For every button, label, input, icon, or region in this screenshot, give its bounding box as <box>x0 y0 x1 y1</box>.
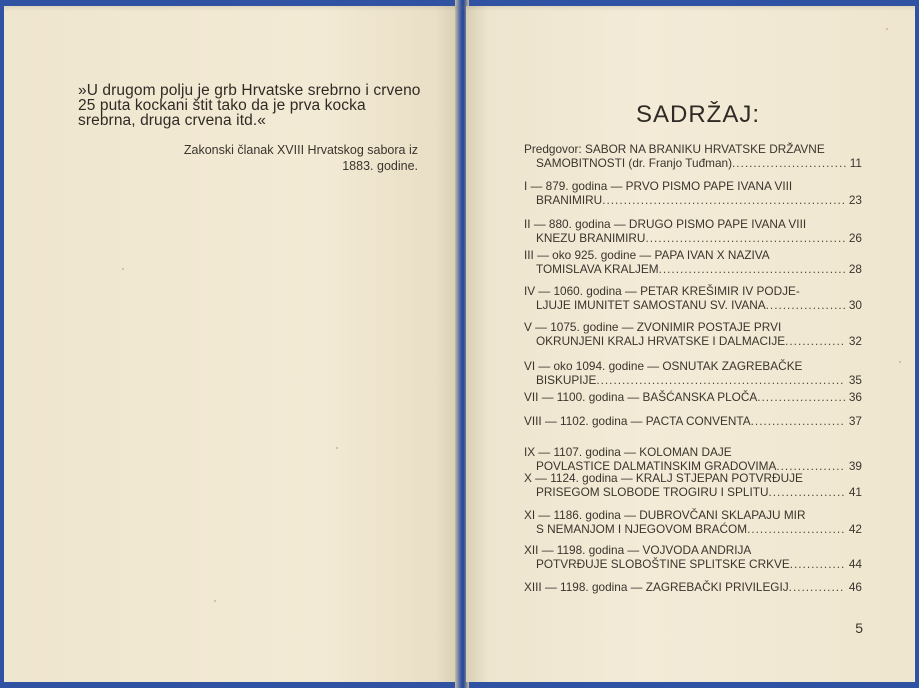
toc-entry <box>524 471 862 499</box>
dot-leader: ....................... <box>747 522 846 536</box>
toc-entry-text: IX — 1107. godina — KOLOMAN DAJE <box>524 445 732 459</box>
toc-entry-line <box>524 471 862 485</box>
toc-page-ref: 11 <box>849 156 862 170</box>
toc-entry-text: XIII — 1198. godina — ZAGREBAČKI PRIVILEGIJ <box>524 580 789 594</box>
heraldry-quote: »U drugom polju je grb Hrvatske srebrno i crveno 25 puta kockani štit tako da je prva kocka srebrna, druga crvena itd.« <box>78 82 421 129</box>
toc-page-ref: 42 <box>848 522 862 536</box>
toc-entry <box>524 179 862 207</box>
toc-entry-line <box>524 298 862 312</box>
toc-entry-line <box>524 320 862 334</box>
toc-page-ref: 37 <box>848 414 862 428</box>
toc-page-ref: 30 <box>848 298 862 312</box>
toc-entry <box>524 320 862 348</box>
toc-entry-line <box>524 414 862 428</box>
toc-entry-line <box>524 359 862 373</box>
dot-leader: .......................................................... <box>596 373 845 387</box>
dot-leader: ............................................ <box>658 262 847 276</box>
toc-entry-text: IV — 1060. godina — PETAR KREŠIMIR IV PODJE- <box>524 284 800 298</box>
paper-speck <box>214 600 216 602</box>
toc-entry-line <box>524 445 862 459</box>
toc-entry-line <box>524 231 862 245</box>
toc-entry-text: XII — 1198. godina — VOJVODA ANDRIJA <box>524 543 752 557</box>
toc-page-ref: 36 <box>848 390 862 404</box>
toc-entry-text: POVLASTICE DALMATINSKIM GRADOVIMA <box>536 459 777 473</box>
toc-entry <box>524 543 862 571</box>
toc-entry-line <box>524 508 862 522</box>
toc-entry-text: KNEZU BRANIMIRU <box>536 231 646 245</box>
toc-page-ref: 39 <box>848 459 862 473</box>
toc-page-ref: 35 <box>848 373 862 387</box>
toc-entry <box>524 142 862 170</box>
dot-leader: .................. <box>768 485 846 499</box>
quote-source: Zakonski članak XVIII Hrvatskog sabora iz 1883. godine. <box>183 143 418 173</box>
dot-leader: ......................................................... <box>602 193 847 207</box>
toc-entry-text: III — oko 925. godine — PAPA IVAN X NAZIVA <box>524 248 770 262</box>
dot-leader: ...................... <box>750 414 845 428</box>
toc-entry-text: OKRUNJENI KRALJ HRVATSKE I DALMACIJE <box>536 334 786 348</box>
toc-entry-text: S NEMANJOM I NJEGOVOM BRAĆOM <box>536 522 748 536</box>
toc-entry <box>524 508 862 536</box>
dot-leader: ............................................... <box>645 231 847 245</box>
paper-speck <box>122 268 124 270</box>
toc-entry <box>524 217 862 245</box>
toc-entry-line <box>524 142 862 156</box>
page-number: 5 <box>855 620 863 636</box>
toc-entry-line <box>524 156 862 170</box>
right-page <box>466 6 915 682</box>
toc-page-ref: 23 <box>848 193 862 207</box>
toc-entry <box>524 390 862 404</box>
dot-leader: .............. <box>785 334 845 348</box>
dot-leader: ..................... <box>757 390 848 404</box>
left-page <box>4 6 458 682</box>
toc-entry-line <box>524 284 862 298</box>
toc-entry-line <box>524 179 862 193</box>
toc-page-ref: 44 <box>848 557 862 571</box>
toc-page-ref: 41 <box>848 485 862 499</box>
page-title: SADRŽAJ: <box>636 101 761 128</box>
toc-entry-line <box>524 580 862 594</box>
paper-speck <box>886 28 888 30</box>
toc-entry-text: II — 880. godina — DRUGO PISMO PAPE IVANA VIII <box>524 217 807 231</box>
toc-entry-line <box>524 193 862 207</box>
toc-entry-line <box>524 248 862 262</box>
toc-entry-line <box>524 390 862 404</box>
toc-entry-text: XI — 1186. godina — DUBROVČANI SKLAPAJU MIR <box>524 508 806 522</box>
toc-entry <box>524 414 862 428</box>
dot-leader: ............. <box>789 557 846 571</box>
toc-entry-text: TOMISLAVA KRALJEM <box>536 262 659 276</box>
toc-entry-text: SAMOBITNOSTI (dr. Franjo Tuđman) <box>536 156 733 170</box>
toc-entry-text: POTVRĐUJE SLOBOŠTINE SPLITSKE CRKVE <box>536 557 790 571</box>
toc-entry <box>524 284 862 312</box>
dot-leader: ........................... <box>732 156 848 170</box>
toc-entry-line <box>524 522 862 536</box>
toc-entry <box>524 445 862 473</box>
dot-leader: ................... <box>765 298 847 312</box>
toc-entry-text: VII — 1100. godina — BAŠĆANSKA PLOČA <box>524 390 758 404</box>
toc-entry-text: LJUJE IMUNITET SAMOSTANU SV. IVANA <box>536 298 766 312</box>
toc-entry-line <box>524 557 862 571</box>
toc-entry <box>524 580 862 594</box>
toc-entry-text: BRANIMIRU <box>536 193 603 207</box>
dot-leader: ............. <box>788 580 845 594</box>
paper-speck <box>899 361 901 363</box>
toc-entry-text: VI — oko 1094. godine — OSNUTAK ZAGREBAČKE <box>524 359 803 373</box>
toc-entry-line <box>524 373 862 387</box>
toc-entry-line <box>524 543 862 557</box>
toc-entry-line <box>524 485 862 499</box>
toc-entry-text: PRISEGOM SLOBODE TROGIRU I SPLITU <box>536 485 769 499</box>
toc-page-ref: 28 <box>848 262 862 276</box>
toc-entry-text: BISKUPIJE <box>536 373 597 387</box>
toc-entry-text: X — 1124. godina — KRALJ STJEPAN POTVRĐUJE <box>524 471 803 485</box>
toc-entry <box>524 359 862 387</box>
toc-entry <box>524 248 862 276</box>
toc-entry-text: VIII — 1102. godina — PACTA CONVENTA <box>524 414 751 428</box>
toc-page-ref: 26 <box>848 231 862 245</box>
toc-entry-line <box>524 262 862 276</box>
toc-entry-text: I — 879. godina — PRVO PISMO PAPE IVANA VIII <box>524 179 793 193</box>
toc-entry-text: V — 1075. godine — ZVONIMIR POSTAJE PRVI <box>524 320 782 334</box>
dot-leader: ................ <box>776 459 845 473</box>
toc-page-ref: 46 <box>848 580 862 594</box>
paper-speck <box>336 447 338 449</box>
toc-entry-line <box>524 217 862 231</box>
toc-entry-line <box>524 334 862 348</box>
toc-page-ref: 32 <box>848 334 862 348</box>
toc-entry-text: Predgovor: SABOR NA BRANIKU HRVATSKE DRŽAVNE <box>524 142 825 156</box>
